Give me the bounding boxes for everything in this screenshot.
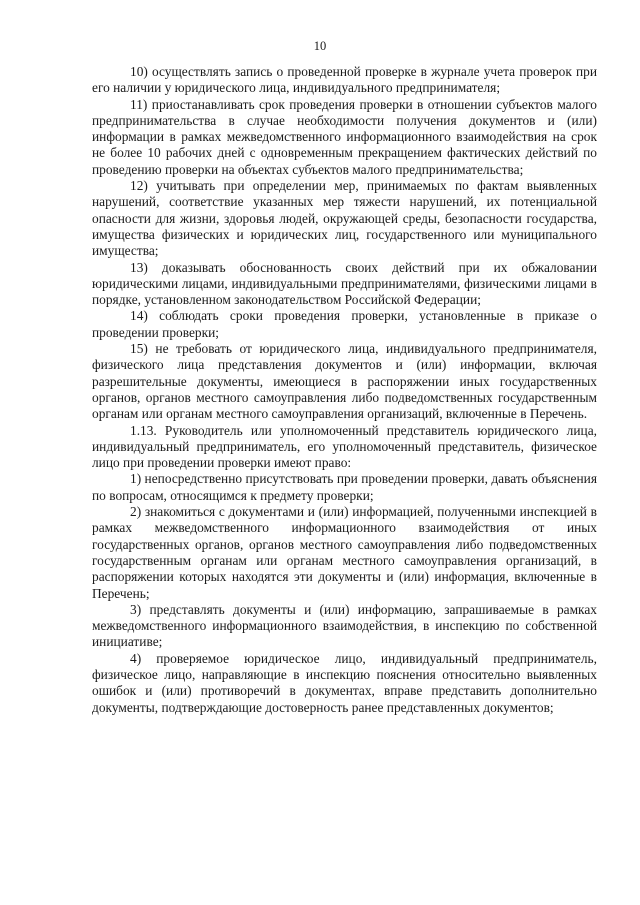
- paragraph-right-4: 4) проверяемое юридическое лицо, индивидуальный предприниматель, физическое лицо, направляющие в инспекцию пояснения относительно выявленных ошибок и (или) противоречий в документах, вправе представить дополнительно документы, подтверждающие достоверность ранее представленных документов;: [92, 650, 597, 715]
- paragraph-right-1: 1) непосредственно присутствовать при проведении проверки, давать объяснения по вопросам, относящимся к предмету проверки;: [92, 471, 597, 503]
- page-number: 10: [313, 39, 327, 53]
- paragraph-item-15: 15) не требовать от юридического лица, индивидуального предпринимателя, физического лица представления документов и (или) информации, включая разрешительные документы, имеющиеся в распоряжении иных государственных органов, органов местного самоуправления либо подведомственных государственным органам или органам местного самоуправления организаций, включенные в Перечень.: [92, 341, 597, 422]
- paragraph-right-3: 3) представлять документы и (или) информацию, запрашиваемые в рамках межведомственного информационного взаимодействия, в инспекцию по собственной инициативе;: [92, 601, 597, 650]
- paragraph-item-11: 11) приостанавливать срок проведения проверки в отношении субъектов малого предпринимательства в случае необходимости получения документов и (или) информации в рамках межведомственного информационного взаимодействия на срок не более 10 рабочих дней с одновременным прекращением фактических действий по проведению проверки на объектах субъектов малого предпринимательства;: [92, 96, 597, 177]
- paragraph-right-2: 2) знакомиться с документами и (или) информацией, полученными инспекцией в рамках межведомственного информационного взаимодействия от иных государственных органов, органов местного самоуправления либо подведомственных государственным органам или органам местного самоуправления организаций, в распоряжении которых находятся эти документы и (или) информация, включенные в Перечень;: [92, 504, 597, 601]
- paragraph-item-14: 14) соблюдать сроки проведения проверки, установленные в приказе о проведении проверки;: [92, 308, 597, 340]
- document-body: [92, 64, 597, 716]
- paragraph-item-10: 10) осуществлять запись о проведенной проверке в журнале учета проверок при его наличии у юридического лица, индивидуального предпринимателя;: [92, 64, 597, 96]
- paragraph-item-13: 13) доказывать обоснованность своих действий при их обжаловании юридическими лицами, индивидуальными предпринимателями, физическими лицами в порядке, установленном законодательством Российской Федерации;: [92, 259, 597, 308]
- paragraph-item-12: 12) учитывать при определении мер, принимаемых по фактам выявленных нарушений, соответствие указанных мер тяжести нарушений, их потенциальной опасности для жизни, здоровья людей, окружающей среды, безопасности государства, имущества физических и юридических лиц, государственного или муниципального имущества;: [92, 178, 597, 259]
- paragraph-section-1-13: 1.13. Руководитель или уполномоченный представитель юридического лица, индивидуальный предприниматель, его уполномоченный представитель, физическое лицо при проведении проверки имеют право:: [92, 422, 597, 471]
